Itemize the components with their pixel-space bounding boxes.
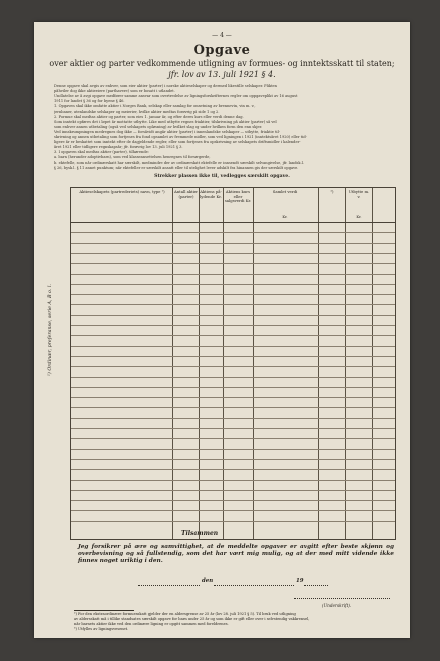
instruction-line: påhviler dog ikke aktieeiere (parthavere) som er bosatt i utlandet. bbox=[54, 89, 175, 94]
instruction-line: jernbaner, utenlandske selskaper og meierier, hvilke aktier medtas forøvrig på side 1 og 2. bbox=[54, 109, 220, 114]
table-row[interactable] bbox=[71, 521, 395, 522]
table-row[interactable] bbox=[71, 304, 395, 305]
signature-line[interactable] bbox=[294, 598, 390, 599]
table-row[interactable] bbox=[71, 325, 395, 326]
table-row[interactable] bbox=[71, 500, 395, 501]
table-row[interactable] bbox=[71, 407, 395, 408]
table-row[interactable] bbox=[71, 377, 395, 378]
instruction-note: Strekker plassen ikke til, vedlegges særskilt opgave. bbox=[154, 174, 290, 179]
footnote-rule bbox=[74, 610, 134, 611]
instruction-line: 1911 for landet § 36 og for byene § 46. bbox=[54, 99, 125, 104]
table-row[interactable] bbox=[71, 469, 395, 470]
column-divider bbox=[172, 188, 173, 539]
column-divider bbox=[253, 188, 254, 539]
table-row[interactable] bbox=[71, 480, 395, 481]
unit-total-value: Kr. bbox=[282, 215, 288, 219]
date-label: den bbox=[202, 578, 214, 584]
table-row[interactable] bbox=[71, 510, 395, 511]
header-total-value: Samlet verdi bbox=[272, 189, 298, 194]
table-row[interactable] bbox=[71, 418, 395, 419]
signature-label: (Underskrift). bbox=[322, 603, 352, 608]
footnote-line: ²) For den ekstraordinære formuesskatt gjelder der en aldersgrense av 25 år (lov 28. juli 1921 § 5). Til bruk ved utligning bbox=[74, 612, 296, 616]
table-row[interactable] bbox=[71, 459, 395, 460]
header-count: Antall aktier (parter) bbox=[174, 189, 198, 199]
instruction-line: som enhver annen utbetaling (også ved selskapets opløsning) av hvilket slag og under hvilken form den enn skjer. bbox=[54, 124, 263, 129]
instruction-line: a. barn (herunder adoptivbarn), som ved klasseansettelsen henregnes til forsørgerde, bbox=[54, 155, 211, 160]
instruction-line: Denne opgave skal avgis av enhver, som eier aktier (parter) i norske aktieselskaper og dermed likestille selskaper. Plikten bbox=[54, 84, 277, 88]
table-row[interactable] bbox=[71, 428, 395, 429]
instruction-line: § 26, bysk.l. § 11 annet punktum; når ektefeller er særskilt ansatt eller til utelighet lever adskilt fra hinannen gis der særskilt opgave. bbox=[54, 165, 299, 170]
declaration-text: Jeg forsikrer på ære og samvittighet, at de meddelte opgaver er avgitt efter beste skjønn og overbevisning og så fullstendig, som det har vært mig mulig, og at der med mitt vidende ikke finnes noget uriktig i den. bbox=[78, 544, 394, 565]
table-row[interactable] bbox=[71, 253, 395, 254]
table-row[interactable] bbox=[71, 232, 395, 233]
form-title: Opgave bbox=[193, 43, 251, 58]
law-reference: jfr. lov av 13. juli 1921 § 4. bbox=[168, 70, 276, 79]
table-row[interactable] bbox=[71, 438, 395, 439]
header-nominal: Aktiens på-lydende Kr. bbox=[200, 189, 222, 199]
instruction-line: Undlatelse av å avgi opgave medfører samme ansvar som overtredelse av ligningsforskrifternes regler om oppgaveplikt av 16 august bbox=[54, 94, 298, 99]
instruction-line: skrivning og annen utbetaling som fortjenes fra fond opsamlet av fremmede midler, som ved ligningen i 1921 (inntektsåret 1920) eller tid- bbox=[54, 135, 307, 139]
table-row[interactable] bbox=[71, 346, 395, 347]
table-row[interactable] bbox=[71, 335, 395, 336]
table-row[interactable] bbox=[71, 263, 395, 264]
header-price: Aktiens kurs eller salgsverdi Kr. bbox=[224, 189, 252, 204]
table-row[interactable] bbox=[71, 356, 395, 357]
table-row[interactable] bbox=[71, 490, 395, 491]
year-label: 19 bbox=[296, 578, 304, 584]
date-line[interactable] bbox=[214, 585, 294, 586]
table-row[interactable] bbox=[71, 274, 395, 275]
footnote-line: ³) Utfylles av ligningsvesenet. bbox=[74, 627, 129, 631]
instruction-line: året 1921 eller tidligere regnskapsår; jfr. forøvrig lov 13. juli 1921 § 3. bbox=[54, 145, 183, 150]
header-company: Aktieselskapets (partrederiets) navn, type ¹) bbox=[79, 189, 165, 194]
footnote-line: av aldersskatt må i tillike standsates særskilt opgave for barn under 25 år og som ikke er gift eller over i selvstendig vakkrensel, bbox=[74, 617, 310, 621]
table-row[interactable] bbox=[71, 284, 395, 285]
column-divider bbox=[318, 188, 319, 539]
table-row[interactable] bbox=[71, 397, 395, 398]
instruction-line: Ved innskrumpningen medregnes dog ikke — forsåvidt angår aktier (parter) i innenlandske selskaper — utbytte, friaktie til- bbox=[54, 129, 280, 134]
table-row[interactable] bbox=[71, 387, 395, 388]
total-label: Tilsammen bbox=[181, 530, 219, 537]
table-row[interactable] bbox=[71, 366, 395, 367]
unit-dividend: Kr. bbox=[356, 215, 362, 219]
header-divider bbox=[71, 222, 395, 223]
footnote-line: når barnets aktier ikke ved den ordinære ligning er opgitt sammen med foreldrenes. bbox=[74, 622, 229, 626]
table-row[interactable] bbox=[71, 294, 395, 295]
place-line[interactable] bbox=[138, 585, 200, 586]
instruction-line: 2. Formue skal medtas aktier og parter, som eies 1. januar år, og efter deres kurs eller verdi denne dag. bbox=[54, 114, 244, 119]
column-divider bbox=[223, 188, 224, 539]
table-row[interactable] bbox=[71, 315, 395, 316]
header-dividend: Utbytte m. v. bbox=[348, 189, 370, 199]
column-divider bbox=[345, 188, 346, 539]
table-row[interactable] bbox=[71, 243, 395, 244]
form-sheet bbox=[34, 22, 410, 638]
page-number: — 4 — bbox=[212, 32, 232, 39]
instruction-line: 1. Opgaven skal ikke omfatte aktier i Norges Bank, selskap eller samlag for omsetning av brennevin, vin m. v., bbox=[54, 104, 256, 109]
year-line[interactable] bbox=[304, 585, 328, 586]
header-footnote-col: ²) bbox=[330, 189, 334, 194]
table-row[interactable] bbox=[71, 449, 395, 450]
holdings-table bbox=[70, 187, 396, 540]
instruction-line: Som inntekt opføres det i løpet år mottatte utbytte. Like med utbytte regnes friaktier, tilskrivning på aktier (parter) så vel bbox=[54, 119, 277, 124]
column-divider bbox=[372, 188, 373, 539]
instruction-line: 3. I opgaven skal medtas aktier (parter), tilhørende: bbox=[54, 150, 149, 155]
form-subtitle: over aktier og parter vedkommende utligning av formues- og inntektsskatt til staten; bbox=[49, 59, 395, 68]
instruction-line: ligere år er beskattet som inntekt efter de dagjeldende regler, eller som fortjenes fra opskrivning av selskapets driftsmidler i kalender- bbox=[54, 140, 301, 145]
side-footnote: ¹) Ordinær, preferanse, serie A, B o. l. bbox=[48, 284, 53, 376]
instruction-line: b. ektefelle, som når ordinærskatt har særskilt, medmindre der av ordinærskatt ektefelle er innsendt særskilt selvangivelse, jfr. landsk.l. bbox=[54, 160, 305, 165]
column-divider bbox=[199, 188, 200, 539]
